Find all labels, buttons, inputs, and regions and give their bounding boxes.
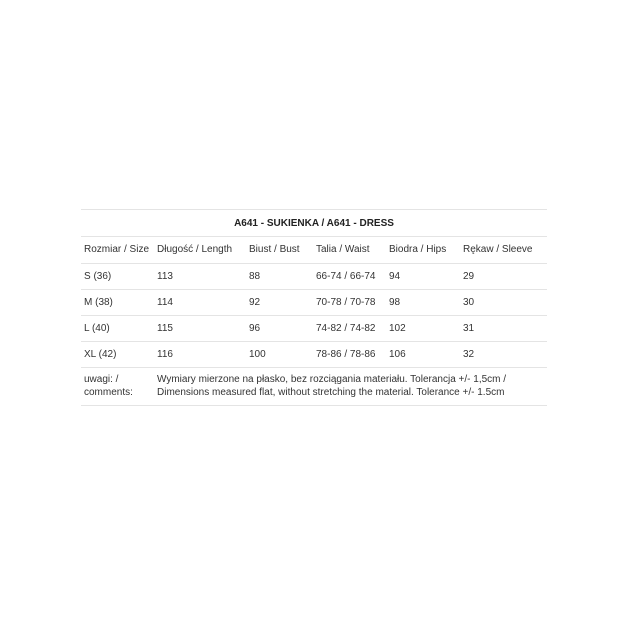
cell-size: XL (42) xyxy=(81,342,154,368)
header-sleeve: Rękaw / Sleeve xyxy=(460,237,547,264)
size-chart-table xyxy=(81,209,547,406)
notes-label: uwagi: / comments: xyxy=(81,368,154,406)
cell-length: 113 xyxy=(154,264,246,290)
cell-sleeve: 32 xyxy=(460,342,547,368)
cell-size: M (38) xyxy=(81,290,154,316)
cell-length: 116 xyxy=(154,342,246,368)
table-row xyxy=(81,264,547,290)
header-length: Długość / Length xyxy=(154,237,246,264)
cell-hips: 98 xyxy=(386,290,460,316)
cell-waist: 78-86 / 78-86 xyxy=(313,342,386,368)
table-row xyxy=(81,342,547,368)
cell-length: 115 xyxy=(154,316,246,342)
cell-waist: 70-78 / 70-78 xyxy=(313,290,386,316)
table-title: A641 - SUKIENKA / A641 - DRESS xyxy=(81,210,547,237)
header-size: Rozmiar / Size xyxy=(81,237,154,264)
cell-waist: 66-74 / 66-74 xyxy=(313,264,386,290)
cell-sleeve: 29 xyxy=(460,264,547,290)
cell-bust: 100 xyxy=(246,342,313,368)
table-row xyxy=(81,316,547,342)
cell-length: 114 xyxy=(154,290,246,316)
cell-hips: 102 xyxy=(386,316,460,342)
header-hips: Biodra / Hips xyxy=(386,237,460,264)
cell-size: L (40) xyxy=(81,316,154,342)
cell-bust: 88 xyxy=(246,264,313,290)
cell-size: S (36) xyxy=(81,264,154,290)
notes-row xyxy=(81,368,547,406)
cell-bust: 92 xyxy=(246,290,313,316)
cell-bust: 96 xyxy=(246,316,313,342)
header-waist: Talia / Waist xyxy=(313,237,386,264)
table-title-row xyxy=(81,210,547,237)
table-row xyxy=(81,290,547,316)
cell-sleeve: 30 xyxy=(460,290,547,316)
cell-hips: 106 xyxy=(386,342,460,368)
table-header-row xyxy=(81,237,547,264)
cell-waist: 74-82 / 74-82 xyxy=(313,316,386,342)
notes-text: Wymiary mierzone na płasko, bez rozciągania materiału. Tolerancja +/- 1,5cm / Dimensions measured flat, without stretching the material. Tolerance +/- 1.5cm xyxy=(154,368,547,406)
header-bust: Biust / Bust xyxy=(246,237,313,264)
cell-sleeve: 31 xyxy=(460,316,547,342)
cell-hips: 94 xyxy=(386,264,460,290)
